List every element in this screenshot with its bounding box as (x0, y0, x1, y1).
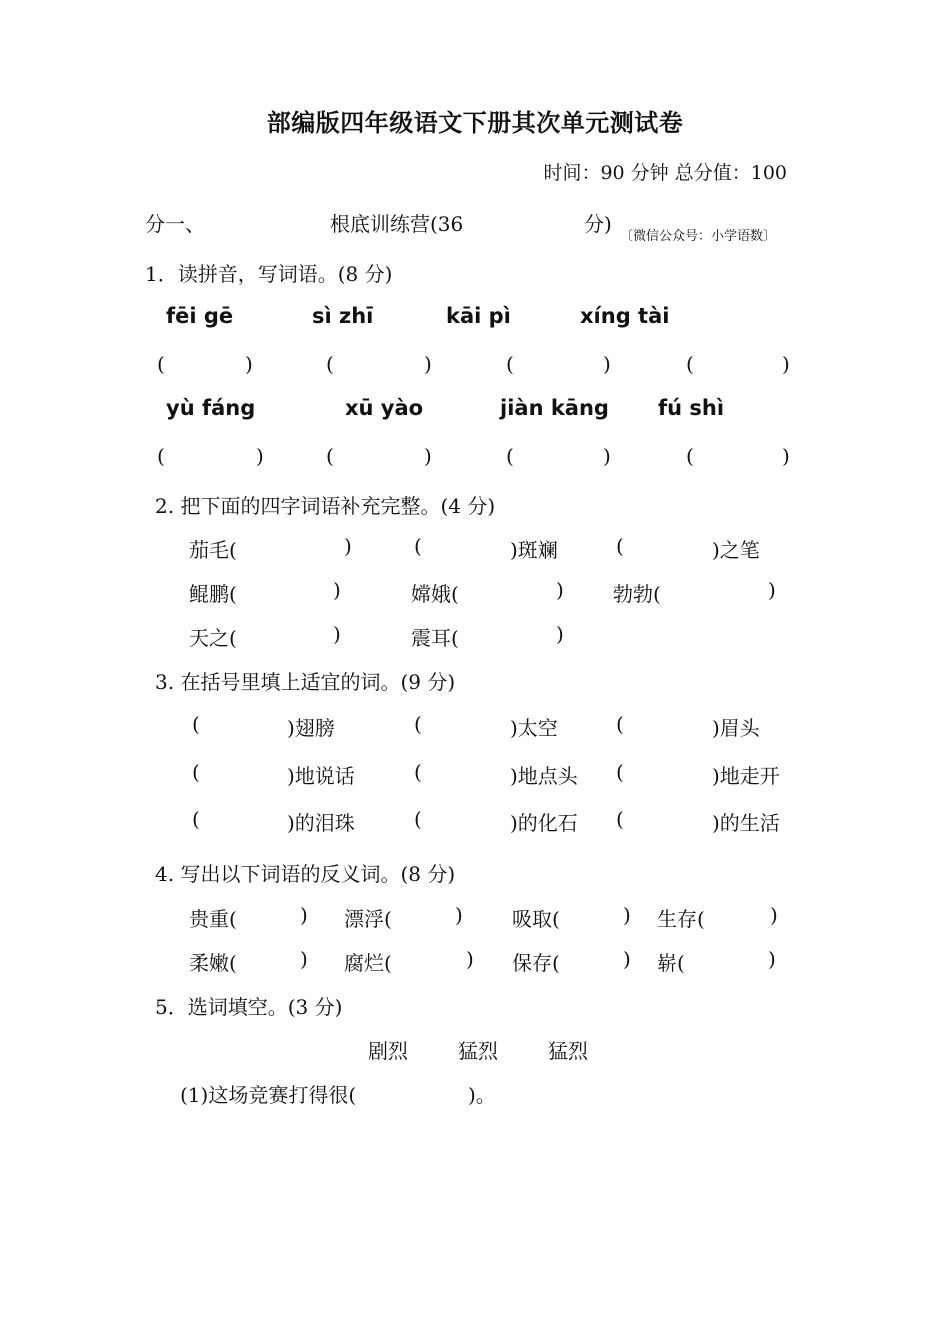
pinyin-6: xū yào (345, 396, 424, 420)
answer-paren-open: ( (686, 444, 694, 468)
exam-meta: 时间：90 分钟 总分值：100 (543, 162, 787, 184)
page-title: 部编版四年级语文下册其次单元测试卷 (266, 108, 684, 137)
part1-score-tail: 分) (584, 212, 612, 236)
fill-blank-open: ( (192, 760, 200, 784)
word-option: 剧烈 (368, 1039, 408, 1063)
q3-title: 3. 在括号里填上适宜的词。(9 分) (155, 670, 456, 694)
q4-title: 4. 写出以下词语的反义词。(8 分) (155, 862, 456, 886)
idiom-blank-g-close: ) (333, 622, 341, 646)
antonym-word: 腐烂( (344, 951, 392, 975)
fill-blank-tail: )太空 (510, 716, 558, 740)
fill-blank-open: ( (414, 807, 422, 831)
answer-paren-close: ) (603, 352, 611, 376)
answer-paren-close: ) (424, 352, 432, 376)
fill-blank-tail: )的生活 (712, 811, 780, 835)
idiom-blank-c-tail: )之笔 (712, 538, 760, 562)
antonym-close: ) (768, 947, 776, 971)
fill-blank-tail: )地说话 (287, 764, 355, 788)
part1-note: 〔微信公众号：小学语数〕 (620, 229, 777, 244)
fill-blank-tail: )地点头 (510, 764, 578, 788)
pinyin-8: fú shì (658, 396, 725, 420)
antonym-close: ) (300, 947, 308, 971)
q5-title: 5．选词填空。(3 分) (155, 995, 343, 1019)
antonym-close: ) (300, 903, 308, 927)
answer-paren-close: ) (782, 352, 790, 376)
fill-blank-tail: )眉头 (712, 716, 760, 740)
answer-paren-open: ( (326, 352, 334, 376)
pinyin-7: jiàn kāng (500, 396, 609, 420)
answer-paren-open: ( (686, 352, 694, 376)
fill-blank-tail: )翅膀 (287, 716, 335, 740)
fill-blank-open: ( (616, 760, 624, 784)
fill-blank-open: ( (414, 712, 422, 736)
idiom-blank-f: 勃勃( (613, 582, 661, 606)
idiom-blank-h: 震耳( (411, 626, 459, 650)
idiom-blank-f-close: ) (768, 578, 776, 602)
sentence-1: (1)这场竞赛打得很( (180, 1083, 357, 1107)
antonym-close: ) (455, 903, 463, 927)
antonym-close: ) (623, 903, 631, 927)
fill-blank-open: ( (192, 712, 200, 736)
idiom-blank-d-close: ) (333, 578, 341, 602)
answer-paren-close: ) (782, 444, 790, 468)
fill-blank-tail: )的泪珠 (287, 811, 355, 835)
antonym-word: 崭( (657, 951, 685, 975)
idiom-blank-b: ( (414, 534, 422, 558)
fill-blank-open: ( (192, 807, 200, 831)
antonym-close: ) (770, 903, 778, 927)
antonym-word: 吸取( (512, 907, 560, 931)
part1-name: 根底训练营(36 (330, 212, 464, 236)
idiom-blank-d: 鲲鹏( (189, 582, 237, 606)
pinyin-2: sì zhī (312, 304, 374, 328)
answer-paren-open: ( (506, 352, 514, 376)
fill-blank-open: ( (616, 712, 624, 736)
answer-paren-close: ) (256, 444, 264, 468)
answer-paren-close: ) (603, 444, 611, 468)
sentence-1-tail: )。 (468, 1083, 496, 1107)
antonym-close: ) (623, 947, 631, 971)
answer-paren-open: ( (506, 444, 514, 468)
idiom-blank-a: 茄毛( (189, 538, 237, 562)
fill-blank-tail: )地走开 (712, 764, 780, 788)
pinyin-5: yù fáng (166, 396, 256, 420)
antonym-word: 生存( (657, 907, 705, 931)
antonym-word: 漂浮( (344, 907, 392, 931)
idiom-blank-a-close: ) (344, 534, 352, 558)
idiom-blank-h-close: ) (556, 622, 564, 646)
idiom-blank-c: ( (616, 534, 624, 558)
antonym-close: ) (466, 947, 474, 971)
word-option: 猛烈 (548, 1039, 588, 1063)
idiom-blank-e: 嫦娥( (411, 582, 459, 606)
idiom-blank-g: 天之( (189, 626, 237, 650)
pinyin-3: kāi pì (446, 304, 511, 328)
pinyin-1: fēi gē (166, 304, 234, 328)
q1-title: 1．读拼音，写词语。(8 分) (145, 262, 393, 286)
q2-title: 2. 把下面的四字词语补充完整。(4 分) (155, 494, 496, 518)
idiom-blank-b-tail: )斑斓 (510, 538, 558, 562)
antonym-word: 保存( (512, 951, 560, 975)
pinyin-4: xíng tài (580, 304, 670, 328)
idiom-blank-e-close: ) (556, 578, 564, 602)
antonym-word: 贵重( (189, 907, 237, 931)
answer-paren-open: ( (157, 352, 165, 376)
fill-blank-open: ( (616, 807, 624, 831)
fill-blank-tail: )的化石 (510, 811, 578, 835)
answer-paren-close: ) (245, 352, 253, 376)
answer-paren-close: ) (424, 444, 432, 468)
answer-paren-open: ( (326, 444, 334, 468)
part1-label: 分一、 (145, 212, 205, 236)
word-option: 猛烈 (458, 1039, 498, 1063)
antonym-word: 柔嫩( (189, 951, 237, 975)
answer-paren-open: ( (157, 444, 165, 468)
fill-blank-open: ( (414, 760, 422, 784)
